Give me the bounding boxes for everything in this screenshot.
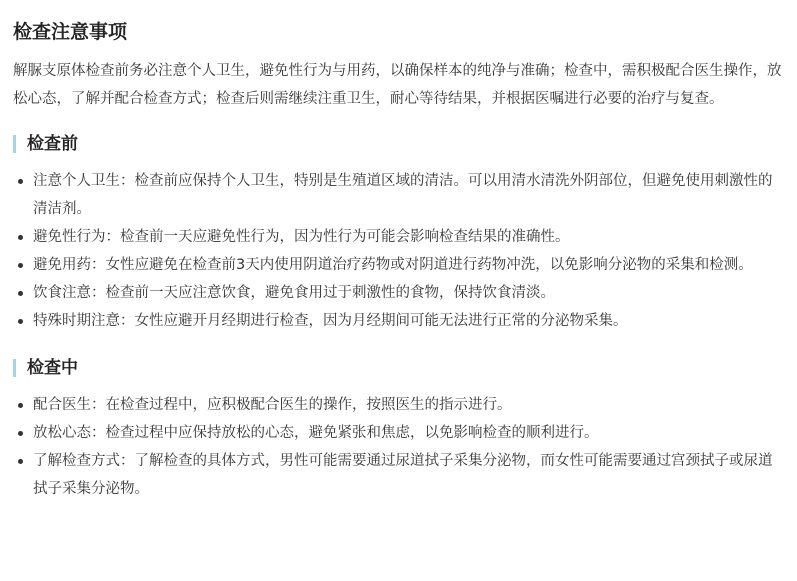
list-item-text: 注意个人卫生：检查前应保持个人卫生，特别是生殖道区域的清洁。可以用清水清洗外阴部位，但避免使用刺激性的清洁剂。 (33, 173, 773, 217)
during-checklist (13, 391, 783, 503)
list-item (13, 167, 783, 223)
bullet-icon (18, 291, 23, 296)
intro-paragraph: 解脲支原体检查前务必注意个人卫生，避免性行为与用药，以确保样本的纯净与准确；检查中，需积极配合医生操作，放松心态，了解并配合检查方式；检查后则需继续注重卫生，耐心等待结果，并根据医嘱进行必要的治疗与复查。 (13, 63, 782, 107)
before-checklist (13, 167, 783, 335)
list-item-text: 饮食注意：检查前一天应注意饮食，避免食用过于刺激性的食物，保持饮食清淡。 (33, 285, 555, 301)
list-item (13, 279, 783, 307)
list-item (13, 251, 783, 279)
list-item (13, 307, 783, 335)
bullet-icon (18, 319, 23, 324)
bullet-icon (18, 263, 23, 268)
list-item-text: 特殊时期注意：女性应避开月经期进行检查，因为月经期间可能无法进行正常的分泌物采集。 (33, 313, 628, 329)
bullet-icon (18, 235, 23, 240)
list-item (13, 223, 783, 251)
page-title: 检查注意事项 (13, 21, 128, 43)
list-item (13, 447, 783, 503)
list-item-text: 避免性行为：检查前一天应避免性行为，因为性行为可能会影响检查结果的准确性。 (33, 229, 570, 245)
section-heading-during (13, 357, 783, 379)
list-item-text: 配合医生：在检查过程中，应积极配合医生的操作，按照医生的指示进行。 (33, 397, 512, 413)
heading-accent-bar (13, 359, 16, 377)
heading-accent-bar (13, 135, 16, 153)
section-heading-label: 检查前 (27, 134, 78, 154)
bullet-icon (18, 431, 23, 436)
section-heading-label: 检查中 (27, 358, 78, 378)
section-heading-before (13, 133, 783, 155)
list-item (13, 391, 783, 419)
bullet-icon (18, 459, 23, 464)
list-item-text: 放松心态：检查过程中应保持放松的心态，避免紧张和焦虑，以免影响检查的顺利进行。 (33, 425, 599, 441)
list-item-text: 了解检查方式：了解检查的具体方式，男性可能需要通过尿道拭子采集分泌物，而女性可能需要通过宫颈拭子或尿道拭子采集分泌物。 (33, 453, 773, 497)
list-item-text: 避免用药：女性应避免在检查前3天内使用阴道治疗药物或对阴道进行药物冲洗，以免影响分泌物的采集和检测。 (33, 257, 753, 273)
bullet-icon (18, 179, 23, 184)
list-item (13, 419, 783, 447)
bullet-icon (18, 403, 23, 408)
